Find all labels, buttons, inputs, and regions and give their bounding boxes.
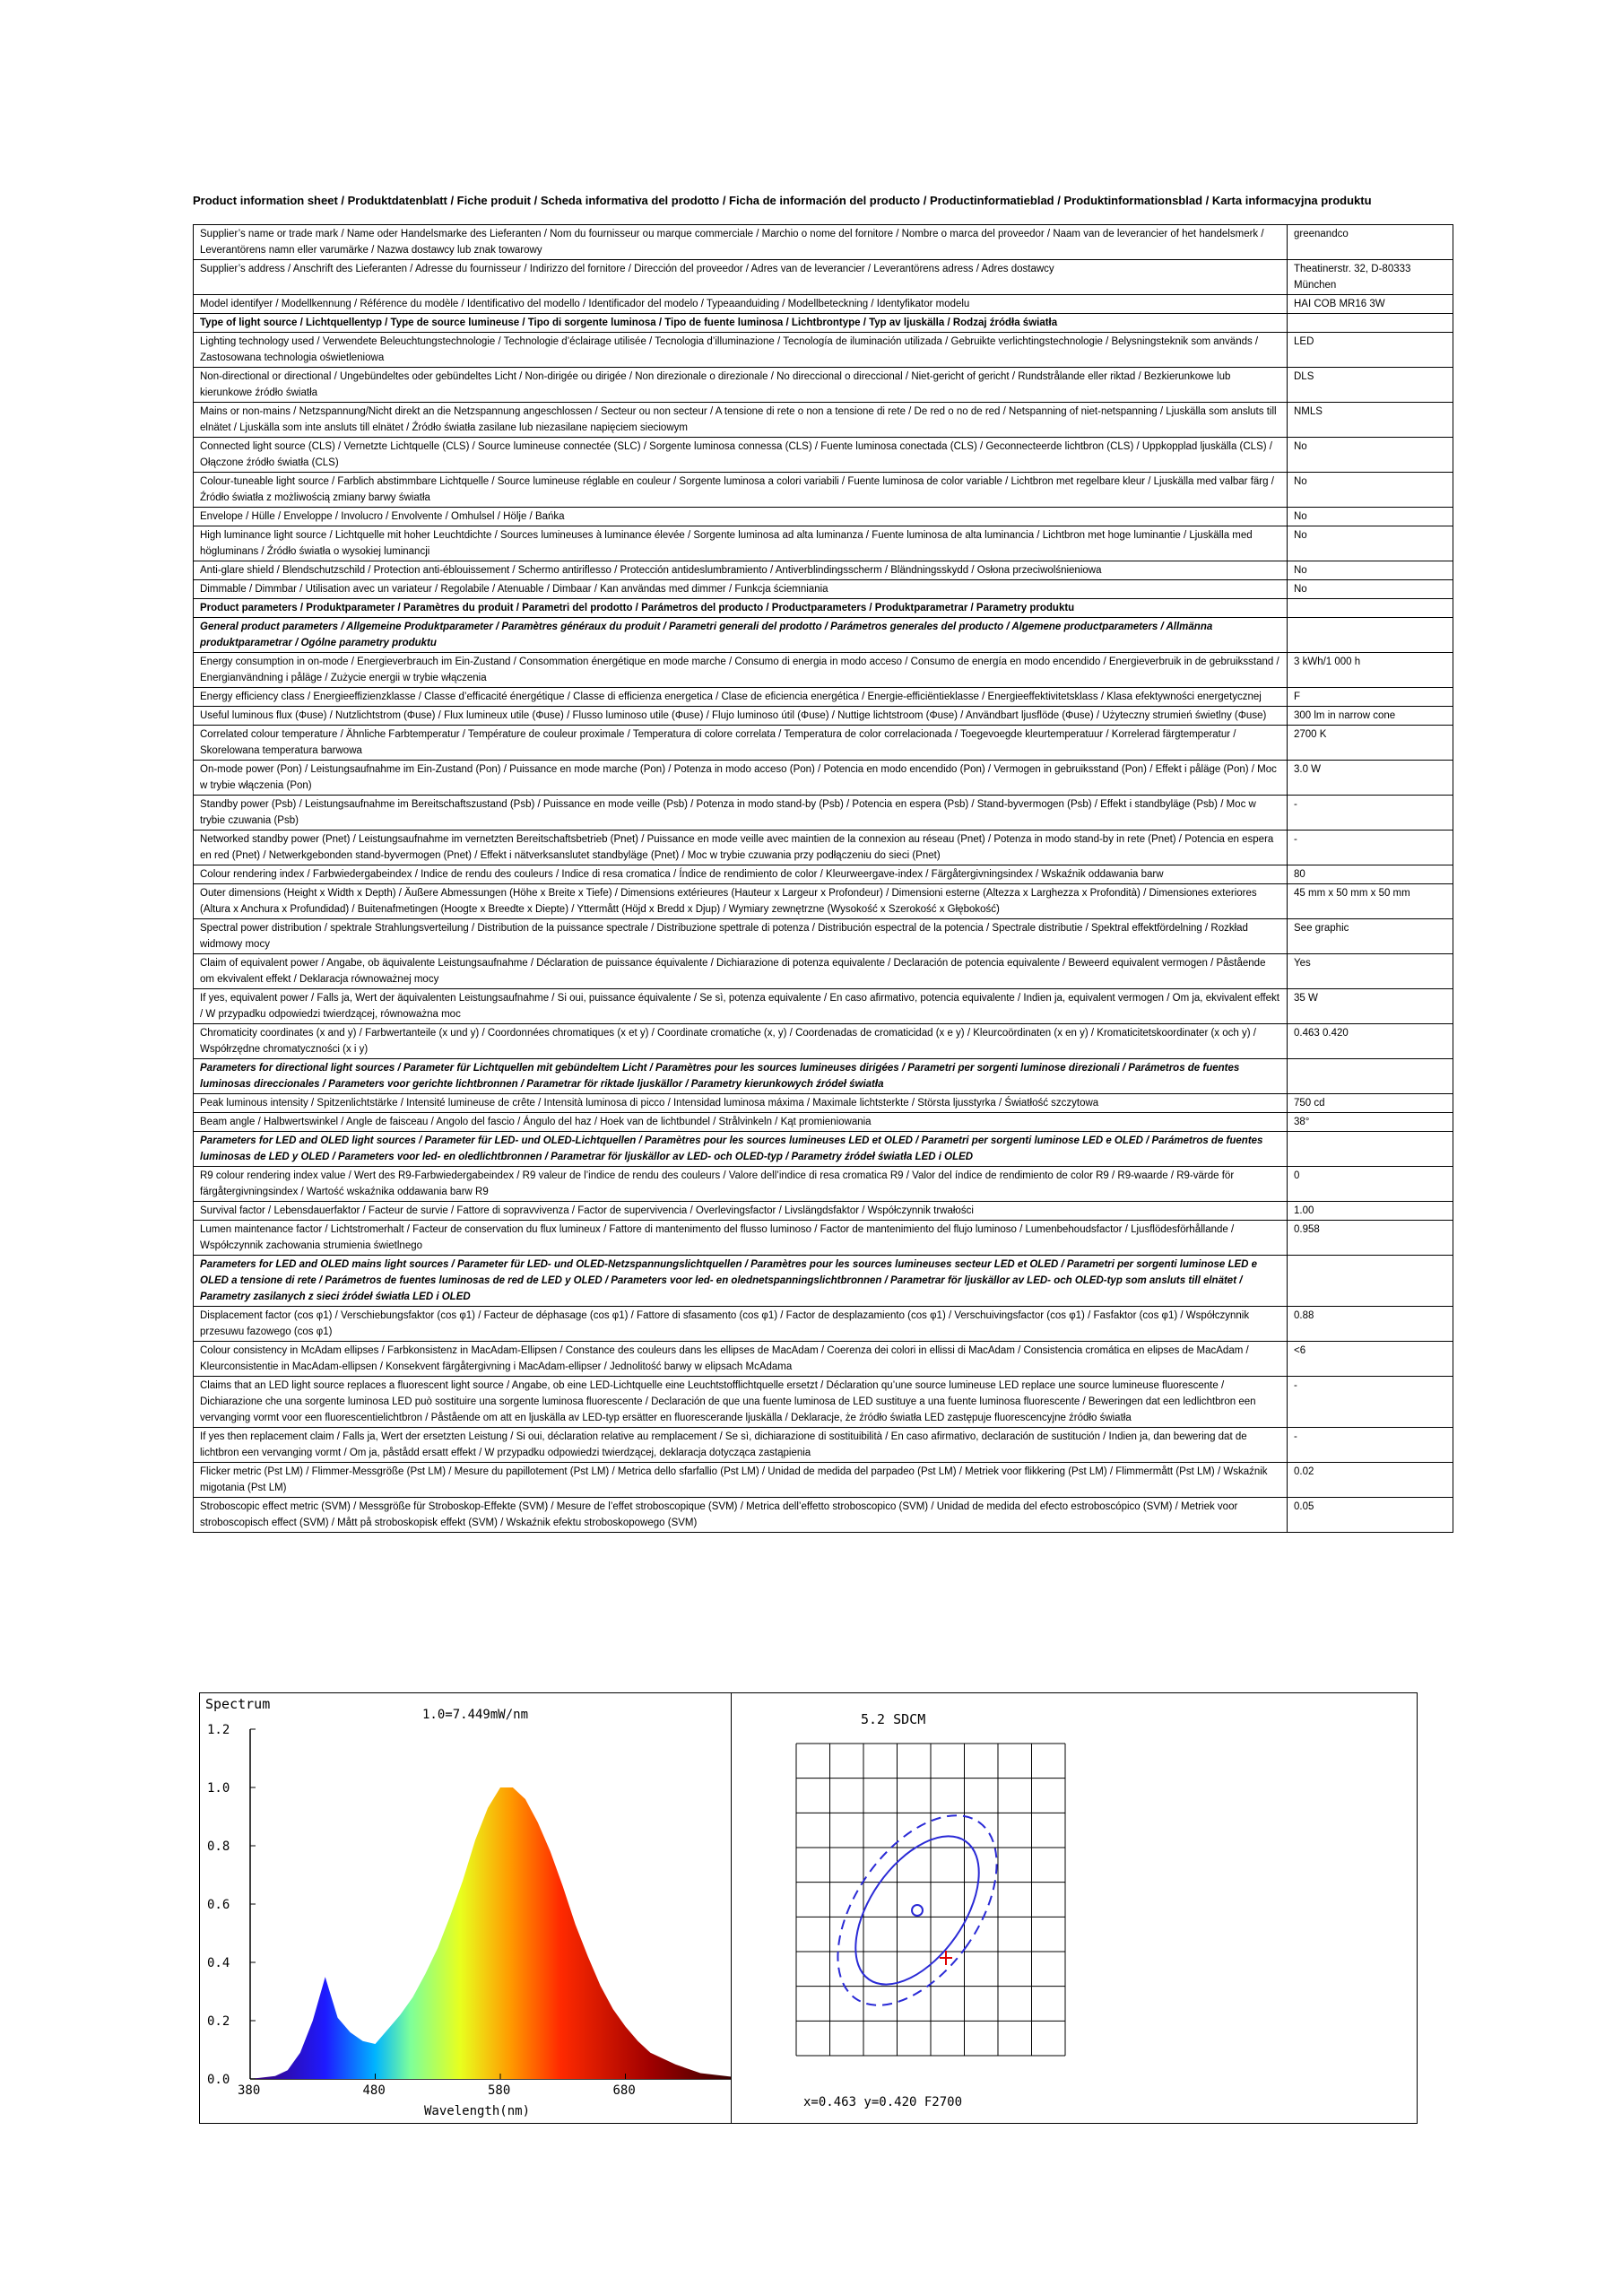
row-label: Mains or non-mains / Netzspannung/Nicht direkt an die Netzspannung angeschlossen / Secteur ou non secteur / A tensione di rete o non a tensione di rete / De red o no de red / Netspanning of niet-netspanning / Ljuskälla som ansluts till elnätet / Ljuskälla som inte ansluts till elnätet / Źródło światła zasilane lub niezasilane napięciem sieciowym xyxy=(194,403,1288,438)
row-value xyxy=(1288,1059,1453,1094)
row-value: Theatinerstr. 32, D-80333 München xyxy=(1288,260,1453,295)
table-row xyxy=(194,884,1453,919)
product-info-table xyxy=(193,224,1453,1533)
row-value: 3.0 W xyxy=(1288,761,1453,796)
table-row xyxy=(194,1094,1453,1113)
row-label: Model identifyer / Modellkennung / Référence du modèle / Identificativo del modello / Identificador del modelo / Typeaanduiding / Modellbeteckning / Identyfikator modelu xyxy=(194,295,1288,314)
row-label: Connected light source (CLS) / Vernetzte Lichtquelle (CLS) / Source lumineuse connectée (SLC) / Sorgente luminosa connessa (CLS) / Fuente luminosa conectada (CLS) / Geconnecteerde lichtbron (CLS) / Uppkopplad ljuskälla (CLS) / Ołączone źródło światła (CLS) xyxy=(194,438,1288,473)
row-value: No xyxy=(1288,526,1453,561)
row-value: No xyxy=(1288,508,1453,526)
spectrum-chart xyxy=(199,1692,732,2124)
row-label: Chromaticity coordinates (x and y) / Farbwertanteile (x und y) / Coordonnées chromatiques (x et y) / Coordinate cromatiche (x, y) / Coordenadas de cromaticidad (x e y) / Kleurcoördinaten (x en y) / Kromaticitetskoordinater (x och y) / Współrzędne chromatyczności (x i y) xyxy=(194,1024,1288,1059)
table-row xyxy=(194,599,1453,618)
row-label: Flicker metric (Pst LM) / Flimmer-Messgröße (Pst LM) / Mesure du papillotement (Pst LM) / Metrica dello sfarfallio (Pst LM) / Unidad de medida del parpadeo (Pst LM) / Metriek voor flikkering (Pst LM) / Flimmermått (Pst LM) / Wskaźnik migotania (Pst LM) xyxy=(194,1463,1288,1498)
row-label: Displacement factor (cos φ1) / Verschiebungsfaktor (cos φ1) / Facteur de déphasage (cos φ1) / Fattore di sfasamento (cos φ1) / Factor de desplazamiento (cos φ1) / Verschuivingsfactor (cos φ1) / Fasfaktor (cos φ1) / Współczynnik przesuwu fazowego (cos φ1) xyxy=(194,1307,1288,1342)
row-value: Yes xyxy=(1288,954,1453,989)
measured-point-cross xyxy=(940,1951,952,1965)
table-row xyxy=(194,1256,1453,1307)
table-row xyxy=(194,1428,1453,1463)
row-value: F xyxy=(1288,688,1453,707)
row-value: HAI COB MR16 3W xyxy=(1288,295,1453,314)
table-row xyxy=(194,761,1453,796)
row-label: Stroboscopic effect metric (SVM) / Messgröße für Stroboskop-Effekte (SVM) / Mesure de l’effet stroboscopique (SVM) / Metrica dell’effetto stroboscopico (SVM) / Unidad de medida del efecto estroboscópico (SVM) / Metriek voor stroboscopisch effect (SVM) / Mått på stroboskopisk effekt (SVM) / Wskaźnik efektu stroboskopowego (SVM) xyxy=(194,1498,1288,1533)
spectrum-y-tick-label: 0.8 xyxy=(207,1839,230,1854)
row-label: Dimmable / Dimmbar / Utilisation avec un variateur / Regolabile / Atenuable / Dimbaar / Kan användas med dimmer / Funkcja ściemniania xyxy=(194,580,1288,599)
spectrum-x-tick-label: 380 xyxy=(238,2083,261,2098)
table-row xyxy=(194,688,1453,707)
row-label: Product parameters / Produktparameter / Paramètres du produit / Parametri del prodotto / Parámetros del producto / Productparameters / Produktparametrar / Parametry produktu xyxy=(194,599,1288,618)
table-row xyxy=(194,1024,1453,1059)
table-row xyxy=(194,726,1453,761)
row-label: General product parameters / Allgemeine Produktparameter / Paramètres généraux du produit / Parametri generali del prodotto / Parámetros generales del producto / Algemene productparameters / Allmänna produktparametrar / Ogólne parametry produktu xyxy=(194,618,1288,653)
row-value xyxy=(1288,314,1453,333)
row-value: No xyxy=(1288,580,1453,599)
spectrum-y-tick-label: 0.6 xyxy=(207,1898,230,1912)
row-value: 0.463 0.420 xyxy=(1288,1024,1453,1059)
row-label: Anti-glare shield / Blendschutzschild / Protection anti-éblouissement / Schermo antiriflesso / Protección antideslumbramiento / Antiverblindingsscherm / Bländningsskydd / Osłona przeciwolśnieniowa xyxy=(194,561,1288,580)
row-label: Claim of equivalent power / Angabe, ob äquivalente Leistungsaufnahme / Déclaration de puissance équivalente / Dichiarazione di potenza equivalente / Declaración de potencia equivalente / Beweerd equivalent vermogen / Påstående om ekvivalent effekt / Deklaracja równoważnej mocy xyxy=(194,954,1288,989)
row-value: LED xyxy=(1288,333,1453,368)
row-value: No xyxy=(1288,438,1453,473)
row-label: Useful luminous flux (Φuse) / Nutzlichtstrom (Φuse) / Flux lumineux utile (Φuse) / Flusso luminoso utile (Φuse) / Flujo luminoso útil (Φuse) / Nuttige lichtstroom (Φuse) / Användbart ljusflöde (Φuse) / Użyteczny strumień świetlny (Φuse) xyxy=(194,707,1288,726)
row-label: Type of light source / Lichtquellentyp / Type de source lumineuse / Tipo di sorgente luminosa / Tipo de fuente luminosa / Lichtbrontype / Typ av ljuskälla / Rodzaj źródła światła xyxy=(194,314,1288,333)
row-value: 0.02 xyxy=(1288,1463,1453,1498)
table-row xyxy=(194,295,1453,314)
target-point xyxy=(912,1905,923,1916)
row-value: 2700 K xyxy=(1288,726,1453,761)
row-value: <6 xyxy=(1288,1342,1453,1377)
table-row xyxy=(194,707,1453,726)
row-label: If yes, equivalent power / Falls ja, Wert der äquivalenten Leistungsaufnahme / Si oui, puissance équivalente / Se sì, potenza equivalente / En caso afirmativo, potencia equivalente / Indien ja, equivalent vermogen / Om ja, ekvivalent effekt / W przypadku odpowiedzi twierdzącej, równoważna moc xyxy=(194,989,1288,1024)
row-label: Non-directional or directional / Ungebündeltes oder gebündeltes Licht / Non-dirigée ou dirigée / Non direzionale o direzionale / No direccional o direccional / Niet-gericht of gericht / Rundstrålande eller riktad / Bezkierunkowe lub kierunkowe źródło światła xyxy=(194,368,1288,403)
table-row xyxy=(194,438,1453,473)
table-row xyxy=(194,1463,1453,1498)
macadam-ellipse-outer xyxy=(805,1787,1028,2034)
row-label: If yes then replacement claim / Falls ja, Wert der ersetzten Leistung / Si oui, déclaration relative au remplacement / Se sì, dichiarazione di sostituibilità / En caso afirmativo, declaración de sustitución / Indien ja, dan bewering dat de lichtbron een vervanging vormt / Om ja, påstådd ersatt effekt / W przypadku odpowiedzi twierdzącej, deklaracja dotycząca zastąpienia xyxy=(194,1428,1288,1463)
table-row xyxy=(194,618,1453,653)
row-label: Parameters for directional light sources / Parameter für Lichtquellen mit gebündeltem Licht / Paramètres pour les sources lumineuses dirigées / Parametri per sorgenti luminose direzionali / Parámetros de fuentes luminosas direccionales / Parameters voor gerichte lichtbronnen / Parametrar för riktade ljuskällor / Parametry kierunkowych źródeł światła xyxy=(194,1059,1288,1094)
row-value: - xyxy=(1288,1428,1453,1463)
row-value: 0.05 xyxy=(1288,1498,1453,1533)
spectrum-y-tick-label: 0.4 xyxy=(207,1956,230,1970)
table-row xyxy=(194,1167,1453,1202)
table-row xyxy=(194,368,1453,403)
spectrum-y-tick-label: 0.0 xyxy=(207,2073,230,2087)
row-value: - xyxy=(1288,796,1453,831)
row-value: 80 xyxy=(1288,865,1453,884)
spectrum-y-tick-label: 1.0 xyxy=(207,1781,230,1796)
row-label: Standby power (Psb) / Leistungsaufnahme im Bereitschaftszustand (Psb) / Puissance en mode veille (Psb) / Potenza in modo stand-by (Psb) / Potencia en espera (Psb) / Stand-byvermogen (Psb) / Effekt i standbyläge (Psb) / Moc w trybie czuwania (Psb) xyxy=(194,796,1288,831)
row-label: Colour consistency in McAdam ellipses / Farbkonsistenz in MacAdam-Ellipsen / Constance des couleurs dans les ellipses de MacAdam / Coerenza dei colori in ellissi di MacAdam / Consistencia cromática en elipses de MacAdam / Kleurconsistentie in MacAdam-ellipsen / Konsekvent färgåtergivning i MacAdam-ellipser / Jednolitość barwy w elipsach McAdama xyxy=(194,1342,1288,1377)
row-label: Networked standby power (Pnet) / Leistungsaufnahme im vernetzten Bereitschaftsbetrieb (Pnet) / Puissance en mode veille avec maintien de la connexion au réseau (Pnet) / Potenza in modo stand-by in rete (Pnet) / Potencia en espera en red (Pnet) / Netwerkgebonden stand-byvermogen (Pnet) / Effekt i nätverksanslutet standbyläge (Pnet) / Moc w trybie czuwania przy podłączeniu do sieci (Pnet) xyxy=(194,831,1288,865)
table-row xyxy=(194,954,1453,989)
table-row xyxy=(194,1342,1453,1377)
row-value: No xyxy=(1288,561,1453,580)
row-label: Supplier’s address / Anschrift des Lieferanten / Adresse du fournisseur / Indirizzo del fornitore / Dirección del proveedor / Adres van de leverancier / Leverantörens adress / Adres dostawcy xyxy=(194,260,1288,295)
row-label: Beam angle / Halbwertswinkel / Angle de faisceau / Angolo del fascio / Ángulo del haz / Hoek van de lichtbundel / Strålvinkeln / Kąt promieniowania xyxy=(194,1113,1288,1132)
row-label: Peak luminous intensity / Spitzenlichtstärke / Intensité lumineuse de crête / Intensità luminosa di picco / Intensidad luminosa máxima / Maximale lichtsterkte / Största ljusstyrka / Światłość szczytowa xyxy=(194,1094,1288,1113)
row-label: R9 colour rendering index value / Wert des R9-Farbwiedergabeindex / R9 valeur de l’indice de rendu des couleurs / Valore dell’indice di resa cromatica R9 / Valor del índice de rendimiento de color R9 / R9-waarde / R9-värde för färgåtergivningsindex / Wartość wskaźnika oddawania barw R9 xyxy=(194,1167,1288,1202)
table-row xyxy=(194,473,1453,508)
spectrum-curve xyxy=(250,1787,750,2079)
page-title: Product information sheet / Produktdatenblatt / Fiche produit / Scheda informativa del prodotto / Ficha de información del producto / Productinformatieblad / Produktinformationsblad / Karta informacyjna produktu xyxy=(193,194,1372,207)
spectrum-y-tick-label: 1.2 xyxy=(207,1723,230,1737)
spectrum-subtitle: 1.0=7.449mW/nm xyxy=(422,1708,529,1722)
row-label: Energy efficiency class / Energieeffizienzklasse / Classe d’efficacité énergétique / Classe di efficienza energetica / Clase de eficiencia energética / Energie-efficiëntieklasse / Energieeffektivitetsklass / Klasa efektywności energetycznej xyxy=(194,688,1288,707)
row-value: 0.88 xyxy=(1288,1307,1453,1342)
table-row xyxy=(194,831,1453,865)
table-row xyxy=(194,260,1453,295)
row-value: - xyxy=(1288,1377,1453,1428)
row-value: greenandco xyxy=(1288,225,1453,260)
spectrum-y-tick-label: 0.2 xyxy=(207,2014,230,2029)
row-value: 0.958 xyxy=(1288,1221,1453,1256)
row-value: See graphic xyxy=(1288,919,1453,954)
table-row xyxy=(194,314,1453,333)
spectrum-x-tick-label: 580 xyxy=(488,2083,511,2098)
row-value: 0 xyxy=(1288,1167,1453,1202)
row-value: No xyxy=(1288,473,1453,508)
spectrum-axis-title: Spectrum xyxy=(205,1696,271,1712)
sdcm-chart xyxy=(731,1692,1418,2124)
chromaticity-readout: x=0.463 y=0.420 F2700 xyxy=(803,2095,963,2109)
row-label: Envelope / Hülle / Enveloppe / Involucro / Envolvente / Omhulsel / Hölje / Bańka xyxy=(194,508,1288,526)
macadam-ellipse-inner xyxy=(830,1814,1003,2006)
spectrum-x-tick-label: 680 xyxy=(612,2083,636,2098)
table-row xyxy=(194,865,1453,884)
row-value: 38° xyxy=(1288,1113,1453,1132)
row-value: DLS xyxy=(1288,368,1453,403)
table-row xyxy=(194,1498,1453,1533)
table-row xyxy=(194,1132,1453,1167)
row-label: Claims that an LED light source replaces a fluorescent light source / Angabe, ob eine LED-Lichtquelle eine Leuchtstofflichtquelle ersetzt / Déclaration qu’une source lumineuse LED replace une source lumineuse fluorescente / Dichiarazione che una sorgente luminosa LED può sostituire una sorgente luminosa fluorescente / Declaración de que una fuente luminosa de LED sustituye a una fuente luminosa fluorescente / Beweringen dat een ledlichtbron een vervanging vormt voor een fluorescentielichtbron / Påstående om att en ljuskälla av LED-typ ersätter en fluorescerande ljuskälla / Deklaracje, że źródło światła LED zastępuje fluorescencyjne źródło światła xyxy=(194,1377,1288,1428)
row-label: Parameters for LED and OLED mains light sources / Parameter für LED- und OLED-Netzspannungslichtquellen / Paramètres pour les sources lumineuses secteur LED et OLED / Parametri per sorgenti luminose LED e OLED a tensione di rete / Parámetros de fuentes luminosas de red de LED y OLED / Parameters voor led- en olednetspanningslichtbronnen / Parametrar för ljuskällor av LED- och OLED-typ som ansluts till elnätet / Parametry zasilanych z sieci źródeł światła LED i OLED xyxy=(194,1256,1288,1307)
sdcm-title: 5.2 SDCM xyxy=(861,1711,926,1727)
table-row xyxy=(194,919,1453,954)
row-value xyxy=(1288,599,1453,618)
table-row xyxy=(194,333,1453,368)
row-value: NMLS xyxy=(1288,403,1453,438)
table-row xyxy=(194,1377,1453,1428)
table-row xyxy=(194,1307,1453,1342)
row-value: - xyxy=(1288,831,1453,865)
row-label: Outer dimensions (Height x Width x Depth) / Äußere Abmessungen (Höhe x Breite x Tiefe) / Dimensions extérieures (Hauteur x Largeur x Profondeur) / Dimensioni esterne (Altezza x Larghezza x Profondità) / Dimensiones exteriores (Altura x Anchura x Profundidad) / Buitenafmetingen (Hoogte x Breedte x Diepte) / Yttermått (Höjd x Bredd x Djup) / Wymiary zewnętrzne (Wysokość x Szerokość x Głębokość) xyxy=(194,884,1288,919)
row-label: Parameters for LED and OLED light sources / Parameter für LED- und OLED-Lichtquellen / Paramètres pour les sources lumineuses LED et OLED / Parametri per sorgenti luminose LED e OLED / Parámetros de fuentes luminosas de LED y OLED / Parameters voor led- en oledlichtbronnen / Parametrar för ljuskällor av LED- och OLED-typ / Parametry źródeł światła LED i OLED xyxy=(194,1132,1288,1167)
table-row xyxy=(194,225,1453,260)
table-row xyxy=(194,1202,1453,1221)
row-label: Lighting technology used / Verwendete Beleuchtungstechnologie / Technologie d’éclairage utilisée / Tecnologia d’illuminazione / Tecnología de iluminación utilizada / Gebruikte verlichtingstechnologie / Belysningsteknik som används / Zastosowana technologia oświetleniowa xyxy=(194,333,1288,368)
row-value xyxy=(1288,1132,1453,1167)
table-row xyxy=(194,653,1453,688)
table-row xyxy=(194,508,1453,526)
table-row xyxy=(194,989,1453,1024)
row-label: Spectral power distribution / spektrale Strahlungsverteilung / Distribution de la puissance spectrale / Distribuzione spettrale di potenza / Distribución espectral de la potencia / Spectrale distributie / Spektral effektfördelning / Rozkład widmowy mocy xyxy=(194,919,1288,954)
table-row xyxy=(194,796,1453,831)
row-label: Colour rendering index / Farbwiedergabeindex / Indice de rendu des couleurs / Indice di resa cromatica / Índice de rendimiento de color / Kleurweergave-index / Färgåtergivningsindex / Wskaźnik oddawania barw xyxy=(194,865,1288,884)
row-value: 45 mm x 50 mm x 50 mm xyxy=(1288,884,1453,919)
row-label: On-mode power (Pon) / Leistungsaufnahme im Ein-Zustand (Pon) / Puissance en mode marche (Pon) / Potenza in modo acceso (Pon) / Potencia en modo encendido (Pon) / Vermogen in gebruiksstand (Pon) / Effekt i påläge (Pon) / Moc w trybie włączenia (Pon) xyxy=(194,761,1288,796)
spectrum-x-tick-label: 480 xyxy=(362,2083,386,2098)
spectrum-xlabel: Wavelength(nm) xyxy=(424,2104,531,2118)
row-label: High luminance light source / Lichtquelle mit hoher Leuchtdichte / Sources lumineuses à luminance élevée / Sorgente luminosa ad alta luminanza / Fuente luminosa de alta luminancia / Lichtbron met hoge luminantie / Ljuskälla med högluminans / Źródło światła o wysokiej luminancji xyxy=(194,526,1288,561)
row-label: Supplier’s name or trade mark / Name oder Handelsmarke des Lieferanten / Nom du fournisseur ou marque commerciale / Marchio o nome del fornitore / Nombre o marca del proveedor / Naam van de leverancier of het handelsmerk / Leverantörens namn eller varumärke / Nazwa dostawcy lub znak towarowy xyxy=(194,225,1288,260)
row-label: Lumen maintenance factor / Lichtstromerhalt / Facteur de conservation du flux lumineux / Fattore di mantenimento del flusso luminoso / Factor de mantenimiento del flujo luminoso / Lumenbehoudsfactor / Ljusflödesförhållande / Współczynnik zachowania strumienia świetlnego xyxy=(194,1221,1288,1256)
row-value: 3 kWh/1 000 h xyxy=(1288,653,1453,688)
row-value: 300 lm in narrow cone xyxy=(1288,707,1453,726)
row-value xyxy=(1288,1256,1453,1307)
table-row xyxy=(194,403,1453,438)
table-row xyxy=(194,1221,1453,1256)
row-value: 35 W xyxy=(1288,989,1453,1024)
table-row xyxy=(194,1113,1453,1132)
row-label: Colour-tuneable light source / Farblich abstimmbare Lichtquelle / Source lumineuse réglable en couleur / Sorgente luminosa a colori variabili / Fuente luminosa de color variable / Lichtbron met regelbare kleur / Ljuskälla med valbar färg / Źródło światła z możliwością zmiany barwy światła xyxy=(194,473,1288,508)
row-label: Survival factor / Lebensdauerfaktor / Facteur de survie / Fattore di sopravvivenza / Factor de supervivencia / Overlevingsfactor / Livslängdsfaktor / Współczynnik trwałości xyxy=(194,1202,1288,1221)
row-value: 750 cd xyxy=(1288,1094,1453,1113)
table-row xyxy=(194,526,1453,561)
row-label: Correlated colour temperature / Ähnliche Farbtemperatur / Température de couleur proximale / Temperatura di colore correlata / Temperatura de color correlacionada / Toegevoegde kleurtemperatuur / Korrelerad färgtemperatur / Skorelowana temperatura barwowa xyxy=(194,726,1288,761)
row-label: Energy consumption in on-mode / Energieverbrauch im Ein-Zustand / Consommation énergétique en mode marche / Consumo di energia in modo acceso / Consumo de energía en modo encendido / Energieverbruik in de gebruiksstand / Energianvändning i påläge / Zużycie energii w trybie włączenia xyxy=(194,653,1288,688)
table-row xyxy=(194,580,1453,599)
table-row xyxy=(194,561,1453,580)
table-row xyxy=(194,1059,1453,1094)
row-value xyxy=(1288,618,1453,653)
row-value: 1.00 xyxy=(1288,1202,1453,1221)
